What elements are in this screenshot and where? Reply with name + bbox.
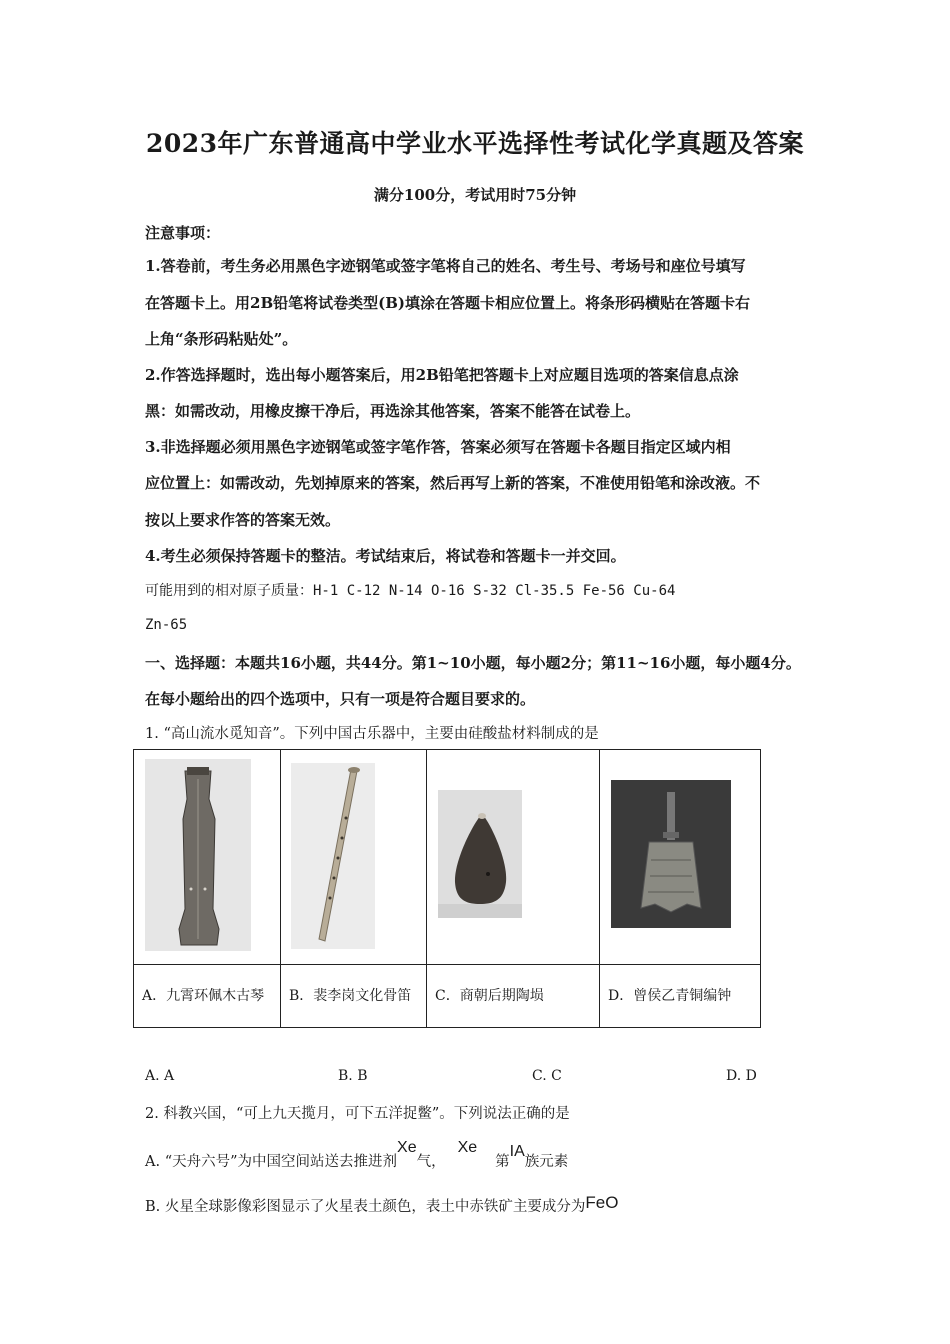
notice-line: 4.考生必须保持答题卡的整洁。考试结束后，将试卷和答题卡一并交回。 — [145, 547, 626, 565]
option-d-image-cell — [600, 750, 761, 965]
guqin-image — [145, 759, 251, 951]
choice-a[interactable]: A. A — [145, 1068, 175, 1084]
notice-line: 黑：如需改动，用橡皮擦干净后，再选涂其他答案，答案不能答在试卷上。 — [145, 402, 641, 420]
notice-line: 应位置上：如需改动，先划掉原来的答案，然后再写上新的答案，不准使用铅笔和涂改液。不 — [145, 474, 761, 492]
group-symbol: IA — [509, 1143, 525, 1160]
choice-c[interactable]: C. C — [532, 1068, 562, 1084]
option-a-text-3: 第 — [495, 1154, 510, 1170]
section-heading: 一、选择题：本题共16小题，共44分。第1~10小题，每小题2分；第11~16小题，每小题4分。 — [145, 654, 801, 672]
notice-heading: 注意事项： — [145, 224, 221, 242]
option-c-image-cell — [427, 750, 600, 965]
xe-symbol: Xe — [397, 1139, 417, 1156]
bone-flute-image — [291, 763, 375, 949]
option-c-caption: C．商朝后期陶埙 — [427, 965, 600, 1028]
choice-b[interactable]: B. B — [338, 1068, 368, 1084]
page-title: 2023年广东普通高中学业水平选择性考试化学真题及答案 — [145, 129, 805, 158]
pottery-xun-image — [438, 790, 522, 918]
atomic-mass-line: 可能用到的相对原子质量：H-1 C-12 N-14 O-16 S-32 Cl-35.5 Fe-56 Cu-64 — [145, 583, 676, 599]
question-1-options-table — [133, 749, 761, 1028]
question-2-option-a — [145, 1139, 569, 1171]
option-b-caption: B．裴李岗文化骨笛 — [281, 965, 427, 1028]
notice-line: 1.答卷前，考生务必用黑色字迹钢笔或签字笔将自己的姓名、考生号、考场号和座位号填写 — [145, 257, 746, 275]
notice-line: 上角“条形码粘贴处”。 — [145, 330, 298, 348]
choice-d[interactable]: D. D — [726, 1068, 757, 1084]
option-b-text: B. 火星全球影像彩图显示了火星表土颜色，表土中赤铁矿主要成分为 — [145, 1199, 586, 1215]
xe-symbol-2: Xe — [457, 1139, 478, 1156]
feo-formula: FeO — [585, 1193, 619, 1212]
notice-line: 3.非选择题必须用黑色字迹钢笔或签字笔作答，答案必须写在答题卡各题目指定区域内相 — [145, 438, 731, 456]
option-a-text-4: 族元素 — [524, 1154, 569, 1170]
option-d-caption: D．曾侯乙青铜编钟 — [600, 965, 761, 1028]
exam-subtitle: 满分100分，考试用时75分钟 — [373, 186, 577, 204]
section-instruction: 在每小题给出的四个选项中，只有一项是符合题目要求的。 — [145, 690, 536, 708]
option-a-text: A. “天舟六号”为中国空间站送去推进剂 — [145, 1154, 398, 1170]
notice-line: 按以上要求作答的答案无效。 — [145, 511, 341, 529]
option-b-image-cell — [281, 750, 427, 965]
question-2-stem: 2. 科教兴国，“可上九天揽月，可下五洋捉鳖”。下列说法正确的是 — [145, 1106, 570, 1122]
atomic-mass-line-2: Zn-65 — [145, 617, 188, 633]
notice-line: 2.作答选择题时，选出每小题答案后，用2B铅笔把答题卡上对应题目选项的答案信息点涂 — [145, 366, 739, 384]
option-a-caption: A．九霄环佩木古琴 — [134, 965, 281, 1028]
question-1-stem: 1. “高山流水觅知音”。下列中国古乐器中，主要由硅酸盐材料制成的是 — [145, 726, 599, 742]
option-a-image-cell — [134, 750, 281, 965]
option-a-text-2: 气， — [416, 1154, 446, 1170]
question-2-option-b — [145, 1195, 618, 1216]
notice-line: 在答题卡上。用2B铅笔将试卷类型(B)填涂在答题卡相应位置上。将条形码横贴在答题卡右 — [145, 294, 750, 312]
bronze-bell-image — [611, 780, 731, 928]
